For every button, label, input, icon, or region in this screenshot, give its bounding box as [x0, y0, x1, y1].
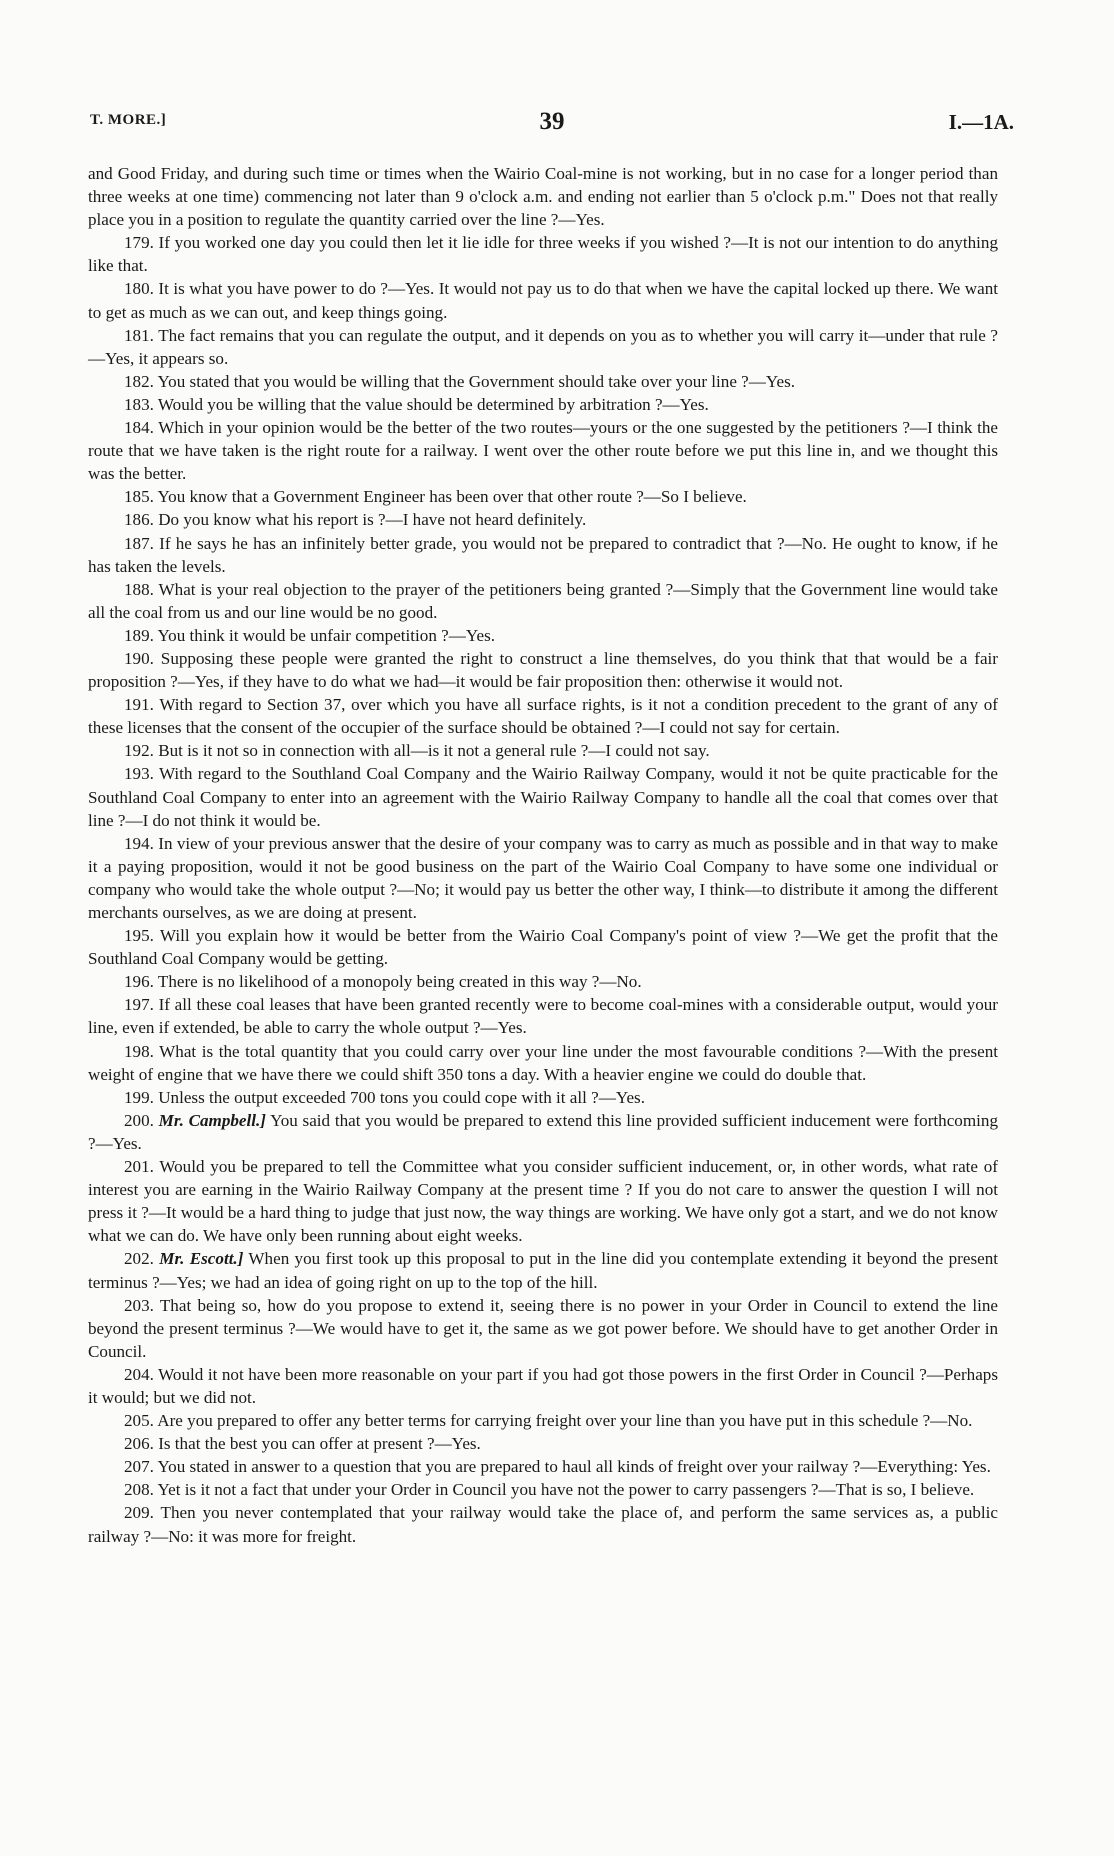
running-head-left: T. MORE.] — [90, 112, 167, 128]
question-190: 190. Supposing these people were granted the right to construct a line themselves, do you think that that would be a fair proposition ?—Yes, if they have to do what we had—it would be fair proposition then: otherwise it would not. — [88, 648, 998, 692]
question-202 — [88, 1247, 998, 1293]
question-number: 200. — [124, 1110, 154, 1130]
speaker-name: Mr. Escott.] — [159, 1249, 244, 1269]
question-205: 205. Are you prepared to offer any better terms for carrying freight over your line than you have put in this schedule ?—No. — [124, 1411, 973, 1431]
question-199: 199. Unless the output exceeded 700 tons you could cope with it all ?—Yes. — [124, 1087, 645, 1107]
question-179: 179. If you worked one day you could then let it lie idle for three weeks if you wished ?—It is not our intention to do anything like that. — [88, 233, 998, 276]
question-204: 204. Would it not have been more reasonable on your part if you had got those powers in the first Order in Council ?—Perhaps it would; but we did not. — [88, 1364, 998, 1407]
question-208: 208. Yet is it not a fact that under your Order in Council you have not the power to carry passengers ?—That is so, I believe. — [124, 1480, 975, 1500]
question-180: 180. It is what you have power to do ?—Yes. It would not pay us to do that when we have the capital locked up there. We want to get as much as we can out, and keep things going. — [88, 279, 998, 322]
question-text: You said that you would be prepared to extend this line provided sufficient inducement were forthcoming ?—Yes. — [88, 1110, 998, 1153]
question-191: 191. With regard to Section 37, over which you have all surface rights, is it not a condition precedent to the grant of any of these licenses that the consent of the occupier of the surface should be obtained ?—I could not say for certain. — [88, 695, 998, 738]
question-188: 188. What is your real objection to the prayer of the petitioners being granted ?—Simply that the Government line would take all the coal from us and our line would be no good. — [88, 579, 998, 622]
question-192: 192. But is it not so in connection with all—is it not a general rule ?—I could not say. — [124, 741, 710, 761]
question-text: When you first took up this proposal to put in the line did you contemplate extending it beyond the present terminus ?—Yes; we had an idea of going right on up to the top of the hill. — [88, 1249, 998, 1292]
paragraph-continuation: and Good Friday, and during such time or times when the Wairio Coal-mine is not working, but in no case for a longer period than three weeks at one time) commencing not later than 9 o'clock a.m. and ending not earlier than 5 o'clock p.m." Does not that really place you in a position to regulate the quantity carried over the line ?—Yes. — [88, 164, 998, 230]
question-206: 206. Is that the best you can offer at present ?—Yes. — [124, 1434, 481, 1454]
question-197: 197. If all these coal leases that have been granted recently were to become coal-mines with a considerable output, would your line, even if extended, be able to carry the whole output ?—Yes. — [88, 995, 998, 1038]
page-header — [90, 108, 1014, 138]
question-196: 196. There is no likelihood of a monopoly being created in this way ?—No. — [124, 972, 642, 992]
question-207: 207. You stated in answer to a question that you are prepared to haul all kinds of freight over your railway ?—Everything: Yes. — [124, 1457, 991, 1477]
question-209: 209. Then you never contemplated that your railway would take the place of, and perform the same services as, a public railway ?—No: it was more for freight. — [88, 1503, 998, 1546]
speaker-name: Mr. Campbell.] — [158, 1110, 266, 1130]
question-184: 184. Which in your opinion would be the better of the two routes—yours or the one suggested by the petitioners ?—I think the route that we have taken is the right route for a railway. I went over the other route before we put this line in, and we thought this was the better. — [88, 418, 998, 484]
running-head-right: I.—1A. — [948, 110, 1014, 134]
question-183: 183. Would you be willing that the value should be determined by arbitration ?—Yes. — [124, 394, 709, 414]
question-181: 181. The fact remains that you can regulate the output, and it depends on you as to whether you will carry it—under that rule ?—Yes, it appears so. — [88, 325, 998, 368]
question-187: 187. If he says he has an infinitely better grade, you would not be prepared to contradict that ?—No. He ought to know, if he has taken the levels. — [88, 533, 998, 576]
body-text — [88, 162, 998, 1548]
question-185: 185. You know that a Government Engineer has been over that other route ?—So I believe. — [124, 487, 747, 507]
page-number: 39 — [539, 108, 565, 135]
question-189: 189. You think it would be unfair competition ?—Yes. — [124, 625, 495, 645]
question-182: 182. You stated that you would be willing that the Government should take over your line ?—Yes. — [124, 371, 796, 391]
question-198: 198. What is the total quantity that you could carry over your line under the most favourable conditions ?—With the present weight of engine that we have there we could shift 350 tons a day. With a heavier engine we could do double that. — [88, 1041, 998, 1084]
question-193: 193. With regard to the Southland Coal Company and the Wairio Railway Company, would it not be quite practicable for the Southland Coal Company to enter into an agreement with the Wairio Railway Company to handle all the coal that comes over that line ?—I do not think it would be. — [88, 764, 998, 830]
question-186: 186. Do you know what his report is ?—I have not heard definitely. — [124, 510, 587, 530]
question-195: 195. Will you explain how it would be better from the Wairio Coal Company's point of view ?—We get the profit that the Southland Coal Company would be getting. — [88, 926, 998, 969]
question-201: 201. Would you be prepared to tell the Committee what you consider sufficient inducement, or, in other words, what rate of interest you are earning in the Wairio Railway Company at the present time ? If you do not care to answer the question I will not press it ?—It would be a hard thing to judge that just now, the way things are working. We have only got a start, and we do not know what we can do. We have only been running about eight weeks. — [88, 1157, 998, 1246]
question-number: 202. — [124, 1249, 154, 1269]
question-203: 203. That being so, how do you propose to extend it, seeing there is no power in your Order in Council to extend the line beyond the present terminus ?—We would have to get it, the same as we got power before. We should have to get another Order in Council. — [88, 1295, 998, 1361]
question-200 — [88, 1109, 998, 1155]
question-194: 194. In view of your previous answer that the desire of your company was to carry as much as possible and in that way to make it a paying proposition, would it not be good business on the part of the Wairio Coal Company to have some one individual or company who would take the whole output ?—No; it would pay us better the other way, I think—to distribute it among the different merchants ourselves, as we are doing at present. — [88, 833, 998, 922]
